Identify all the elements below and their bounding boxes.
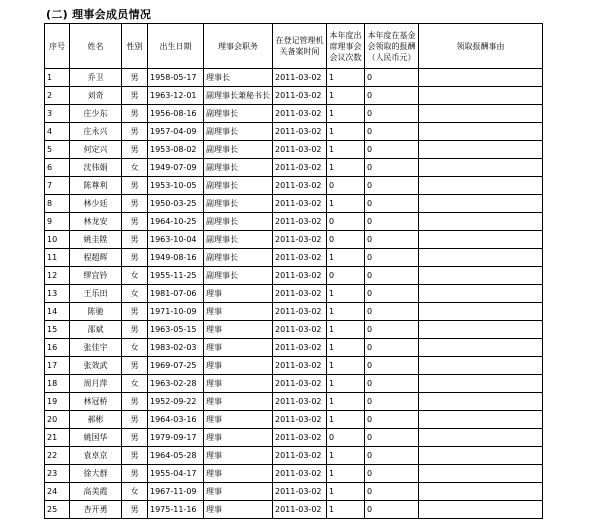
cell-filing-date: 2011-03-02 xyxy=(273,501,327,519)
cell-name: 杏开勇 xyxy=(70,501,122,519)
cell-filing-date: 2011-03-02 xyxy=(273,375,327,393)
cell-birth-date: 1964-03-16 xyxy=(148,411,204,429)
cell-attendance: 1 xyxy=(327,69,365,87)
cell-position: 副理事长 xyxy=(204,141,273,159)
header-filing-date: 在登记管理机关备案时间 xyxy=(273,24,327,69)
cell-attendance: 1 xyxy=(327,483,365,501)
cell-attendance: 1 xyxy=(327,411,365,429)
table-header-row xyxy=(45,24,543,69)
cell-birth-date: 1964-05-28 xyxy=(148,447,204,465)
cell-position: 理事 xyxy=(204,375,273,393)
cell-pay: 0 xyxy=(365,411,419,429)
board-members-table xyxy=(44,23,543,519)
cell-filing-date: 2011-03-02 xyxy=(273,357,327,375)
cell-index: 10 xyxy=(45,231,70,249)
cell-filing-date: 2011-03-02 xyxy=(273,177,327,195)
cell-index: 22 xyxy=(45,447,70,465)
table-row xyxy=(45,483,543,501)
cell-gender: 女 xyxy=(122,285,148,303)
cell-pay-reason xyxy=(419,249,543,267)
cell-filing-date: 2011-03-02 xyxy=(273,285,327,303)
cell-attendance: 1 xyxy=(327,285,365,303)
cell-filing-date: 2011-03-02 xyxy=(273,303,327,321)
cell-pay: 0 xyxy=(365,447,419,465)
cell-filing-date: 2011-03-02 xyxy=(273,249,327,267)
cell-birth-date: 1983-02-03 xyxy=(148,339,204,357)
table-row xyxy=(45,303,543,321)
cell-birth-date: 1957-04-09 xyxy=(148,123,204,141)
cell-pay: 0 xyxy=(365,177,419,195)
cell-attendance: 1 xyxy=(327,303,365,321)
cell-name: 陈尊利 xyxy=(70,177,122,195)
table-row xyxy=(45,159,543,177)
cell-index: 13 xyxy=(45,285,70,303)
cell-position: 副理事长 xyxy=(204,213,273,231)
cell-gender: 男 xyxy=(122,321,148,339)
cell-pay-reason xyxy=(419,303,543,321)
table-row xyxy=(45,213,543,231)
cell-pay-reason xyxy=(419,267,543,285)
cell-attendance: 0 xyxy=(327,213,365,231)
cell-birth-date: 1953-10-05 xyxy=(148,177,204,195)
cell-name: 林冠桥 xyxy=(70,393,122,411)
cell-gender: 男 xyxy=(122,105,148,123)
cell-name: 缪宜钤 xyxy=(70,267,122,285)
cell-filing-date: 2011-03-02 xyxy=(273,69,327,87)
cell-position: 理事 xyxy=(204,501,273,519)
cell-index: 14 xyxy=(45,303,70,321)
table-row xyxy=(45,285,543,303)
cell-name: 姚圭陞 xyxy=(70,231,122,249)
cell-attendance: 0 xyxy=(327,267,365,285)
cell-pay: 0 xyxy=(365,393,419,411)
cell-pay: 0 xyxy=(365,123,419,141)
cell-attendance: 1 xyxy=(327,105,365,123)
cell-filing-date: 2011-03-02 xyxy=(273,105,327,123)
cell-name: 陈驰 xyxy=(70,303,122,321)
cell-birth-date: 1958-05-17 xyxy=(148,69,204,87)
cell-filing-date: 2011-03-02 xyxy=(273,411,327,429)
cell-position: 理事 xyxy=(204,393,273,411)
cell-pay: 0 xyxy=(365,375,419,393)
cell-pay-reason xyxy=(419,141,543,159)
header-gender: 性别 xyxy=(122,24,148,69)
cell-gender: 男 xyxy=(122,141,148,159)
cell-pay: 0 xyxy=(365,195,419,213)
cell-attendance: 1 xyxy=(327,357,365,375)
cell-name: 何定兴 xyxy=(70,141,122,159)
cell-pay-reason xyxy=(419,177,543,195)
cell-attendance: 1 xyxy=(327,195,365,213)
cell-birth-date: 1971-10-09 xyxy=(148,303,204,321)
cell-attendance: 0 xyxy=(327,231,365,249)
cell-birth-date: 1969-07-25 xyxy=(148,357,204,375)
cell-attendance: 1 xyxy=(327,159,365,177)
cell-birth-date: 1949-08-16 xyxy=(148,249,204,267)
cell-pay: 0 xyxy=(365,501,419,519)
cell-pay-reason xyxy=(419,375,543,393)
cell-birth-date: 1963-05-15 xyxy=(148,321,204,339)
cell-birth-date: 1955-04-17 xyxy=(148,465,204,483)
cell-attendance: 1 xyxy=(327,87,365,105)
cell-gender: 男 xyxy=(122,465,148,483)
table-row xyxy=(45,501,543,519)
cell-birth-date: 1963-10-04 xyxy=(148,231,204,249)
cell-attendance: 1 xyxy=(327,465,365,483)
cell-pay-reason xyxy=(419,159,543,177)
cell-birth-date: 1975-11-16 xyxy=(148,501,204,519)
cell-index: 20 xyxy=(45,411,70,429)
table-body xyxy=(45,69,543,519)
cell-index: 4 xyxy=(45,123,70,141)
cell-position: 理事 xyxy=(204,465,273,483)
table-row xyxy=(45,105,543,123)
section-title: (二) 理事会成员情况 xyxy=(46,8,152,21)
cell-name: 姚国华 xyxy=(70,429,122,447)
table-row xyxy=(45,267,543,285)
cell-position: 理事 xyxy=(204,447,273,465)
cell-pay-reason xyxy=(419,195,543,213)
cell-filing-date: 2011-03-02 xyxy=(273,87,327,105)
cell-pay: 0 xyxy=(365,465,419,483)
cell-name: 沈伟娟 xyxy=(70,159,122,177)
cell-name: 郝彬 xyxy=(70,411,122,429)
cell-pay-reason xyxy=(419,213,543,231)
cell-pay: 0 xyxy=(365,321,419,339)
table-row xyxy=(45,339,543,357)
table-row xyxy=(45,123,543,141)
cell-position: 副理事长 xyxy=(204,159,273,177)
cell-gender: 男 xyxy=(122,501,148,519)
cell-gender: 男 xyxy=(122,357,148,375)
cell-name: 程超辉 xyxy=(70,249,122,267)
cell-gender: 男 xyxy=(122,249,148,267)
cell-pay: 0 xyxy=(365,339,419,357)
cell-pay: 0 xyxy=(365,213,419,231)
cell-pay: 0 xyxy=(365,429,419,447)
table-row xyxy=(45,87,543,105)
cell-position: 副理事长 xyxy=(204,231,273,249)
cell-attendance: 1 xyxy=(327,141,365,159)
cell-attendance: 1 xyxy=(327,375,365,393)
cell-position: 理事 xyxy=(204,429,273,447)
cell-birth-date: 1953-08-02 xyxy=(148,141,204,159)
cell-filing-date: 2011-03-02 xyxy=(273,267,327,285)
cell-attendance: 1 xyxy=(327,393,365,411)
cell-filing-date: 2011-03-02 xyxy=(273,195,327,213)
cell-pay: 0 xyxy=(365,69,419,87)
cell-pay-reason xyxy=(419,339,543,357)
cell-position: 副理事长 xyxy=(204,105,273,123)
table-row xyxy=(45,411,543,429)
cell-birth-date: 1952-09-22 xyxy=(148,393,204,411)
cell-position: 副理事长兼秘书长 xyxy=(204,87,273,105)
cell-position: 副理事长 xyxy=(204,267,273,285)
cell-index: 16 xyxy=(45,339,70,357)
cell-gender: 女 xyxy=(122,483,148,501)
table-row xyxy=(45,465,543,483)
cell-position: 理事 xyxy=(204,357,273,375)
cell-gender: 男 xyxy=(122,411,148,429)
cell-attendance: 1 xyxy=(327,249,365,267)
cell-name: 张效武 xyxy=(70,357,122,375)
cell-gender: 男 xyxy=(122,447,148,465)
cell-birth-date: 1967-11-09 xyxy=(148,483,204,501)
table-row xyxy=(45,231,543,249)
cell-filing-date: 2011-03-02 xyxy=(273,231,327,249)
header-pay: 本年度在基金会领取的报酬（人民币元） xyxy=(365,24,419,69)
table-row xyxy=(45,357,543,375)
cell-filing-date: 2011-03-02 xyxy=(273,123,327,141)
cell-index: 8 xyxy=(45,195,70,213)
cell-name: 高美霞 xyxy=(70,483,122,501)
cell-filing-date: 2011-03-02 xyxy=(273,339,327,357)
cell-pay: 0 xyxy=(365,159,419,177)
cell-gender: 男 xyxy=(122,123,148,141)
cell-attendance: 1 xyxy=(327,339,365,357)
table-row xyxy=(45,393,543,411)
cell-index: 18 xyxy=(45,375,70,393)
cell-pay: 0 xyxy=(365,357,419,375)
cell-pay: 0 xyxy=(365,105,419,123)
table-row xyxy=(45,69,543,87)
cell-index: 25 xyxy=(45,501,70,519)
header-position: 理事会职务 xyxy=(204,24,273,69)
cell-pay: 0 xyxy=(365,87,419,105)
cell-attendance: 1 xyxy=(327,321,365,339)
cell-birth-date: 1963-12-01 xyxy=(148,87,204,105)
cell-attendance: 1 xyxy=(327,123,365,141)
cell-position: 副理事长 xyxy=(204,195,273,213)
cell-name: 袁卓京 xyxy=(70,447,122,465)
cell-index: 24 xyxy=(45,483,70,501)
table-row xyxy=(45,321,543,339)
cell-filing-date: 2011-03-02 xyxy=(273,159,327,177)
cell-position: 理事 xyxy=(204,483,273,501)
table-row xyxy=(45,375,543,393)
cell-attendance: 0 xyxy=(327,177,365,195)
cell-index: 12 xyxy=(45,267,70,285)
cell-pay-reason xyxy=(419,501,543,519)
table-row xyxy=(45,177,543,195)
cell-position: 理事 xyxy=(204,321,273,339)
cell-name: 刘奇 xyxy=(70,87,122,105)
cell-name: 张佳宇 xyxy=(70,339,122,357)
cell-birth-date: 1950-03-25 xyxy=(148,195,204,213)
cell-pay: 0 xyxy=(365,141,419,159)
cell-pay-reason xyxy=(419,69,543,87)
cell-index: 23 xyxy=(45,465,70,483)
cell-index: 15 xyxy=(45,321,70,339)
cell-pay: 0 xyxy=(365,285,419,303)
cell-gender: 女 xyxy=(122,339,148,357)
cell-pay-reason xyxy=(419,285,543,303)
cell-index: 2 xyxy=(45,87,70,105)
cell-attendance: 1 xyxy=(327,447,365,465)
cell-name: 林龙安 xyxy=(70,213,122,231)
cell-index: 1 xyxy=(45,69,70,87)
cell-pay-reason xyxy=(419,393,543,411)
cell-pay: 0 xyxy=(365,249,419,267)
cell-filing-date: 2011-03-02 xyxy=(273,141,327,159)
cell-gender: 男 xyxy=(122,195,148,213)
header-pay-reason: 领取报酬事由 xyxy=(419,24,543,69)
cell-index: 6 xyxy=(45,159,70,177)
cell-name: 乔卫 xyxy=(70,69,122,87)
cell-name: 林少廷 xyxy=(70,195,122,213)
cell-pay-reason xyxy=(419,231,543,249)
header-attendance: 本年度出席理事会会议次数 xyxy=(327,24,365,69)
cell-birth-date: 1979-09-17 xyxy=(148,429,204,447)
cell-name: 王乐田 xyxy=(70,285,122,303)
cell-pay-reason xyxy=(419,483,543,501)
table-row xyxy=(45,195,543,213)
header-idx: 序号 xyxy=(45,24,70,69)
cell-index: 3 xyxy=(45,105,70,123)
cell-name: 庄永兴 xyxy=(70,123,122,141)
cell-birth-date: 1956-08-16 xyxy=(148,105,204,123)
cell-pay-reason xyxy=(419,123,543,141)
cell-birth-date: 1981-07-06 xyxy=(148,285,204,303)
table-row xyxy=(45,429,543,447)
cell-pay-reason xyxy=(419,465,543,483)
cell-pay-reason xyxy=(419,87,543,105)
cell-gender: 男 xyxy=(122,429,148,447)
cell-pay-reason xyxy=(419,411,543,429)
cell-position: 理事 xyxy=(204,303,273,321)
header-name: 姓名 xyxy=(70,24,122,69)
cell-gender: 男 xyxy=(122,231,148,249)
cell-pay: 0 xyxy=(365,231,419,249)
table-row xyxy=(45,447,543,465)
cell-filing-date: 2011-03-02 xyxy=(273,429,327,447)
cell-filing-date: 2011-03-02 xyxy=(273,465,327,483)
cell-gender: 男 xyxy=(122,69,148,87)
cell-position: 理事 xyxy=(204,285,273,303)
cell-pay-reason xyxy=(419,105,543,123)
cell-index: 19 xyxy=(45,393,70,411)
cell-name: 周月萍 xyxy=(70,375,122,393)
cell-pay-reason xyxy=(419,447,543,465)
cell-birth-date: 1963-02-28 xyxy=(148,375,204,393)
cell-position: 副理事长 xyxy=(204,249,273,267)
cell-filing-date: 2011-03-02 xyxy=(273,447,327,465)
cell-pay-reason xyxy=(419,429,543,447)
cell-pay-reason xyxy=(419,357,543,375)
cell-birth-date: 1955-11-25 xyxy=(148,267,204,285)
cell-position: 副理事长 xyxy=(204,123,273,141)
cell-name: 庄少东 xyxy=(70,105,122,123)
cell-pay: 0 xyxy=(365,483,419,501)
cell-index: 5 xyxy=(45,141,70,159)
cell-gender: 女 xyxy=(122,267,148,285)
cell-attendance: 0 xyxy=(327,429,365,447)
cell-position: 理事长 xyxy=(204,69,273,87)
cell-position: 副理事长 xyxy=(204,177,273,195)
cell-index: 9 xyxy=(45,213,70,231)
cell-gender: 男 xyxy=(122,213,148,231)
header-birth-date: 出生日期 xyxy=(148,24,204,69)
cell-position: 理事 xyxy=(204,339,273,357)
cell-filing-date: 2011-03-02 xyxy=(273,483,327,501)
table-row xyxy=(45,141,543,159)
cell-gender: 男 xyxy=(122,393,148,411)
cell-index: 11 xyxy=(45,249,70,267)
cell-position: 理事 xyxy=(204,411,273,429)
cell-gender: 男 xyxy=(122,87,148,105)
cell-pay: 0 xyxy=(365,267,419,285)
cell-gender: 女 xyxy=(122,159,148,177)
cell-filing-date: 2011-03-02 xyxy=(273,213,327,231)
cell-pay-reason xyxy=(419,321,543,339)
cell-attendance: 1 xyxy=(327,501,365,519)
cell-filing-date: 2011-03-02 xyxy=(273,393,327,411)
cell-index: 7 xyxy=(45,177,70,195)
cell-name: 邵斌 xyxy=(70,321,122,339)
cell-index: 17 xyxy=(45,357,70,375)
cell-gender: 男 xyxy=(122,303,148,321)
table-row xyxy=(45,249,543,267)
cell-pay: 0 xyxy=(365,303,419,321)
cell-gender: 男 xyxy=(122,177,148,195)
cell-filing-date: 2011-03-02 xyxy=(273,321,327,339)
cell-gender: 女 xyxy=(122,375,148,393)
cell-birth-date: 1964-10-25 xyxy=(148,213,204,231)
cell-index: 21 xyxy=(45,429,70,447)
cell-birth-date: 1949-07-09 xyxy=(148,159,204,177)
page-footer-cutoff xyxy=(48,520,128,526)
cell-name: 徐大群 xyxy=(70,465,122,483)
